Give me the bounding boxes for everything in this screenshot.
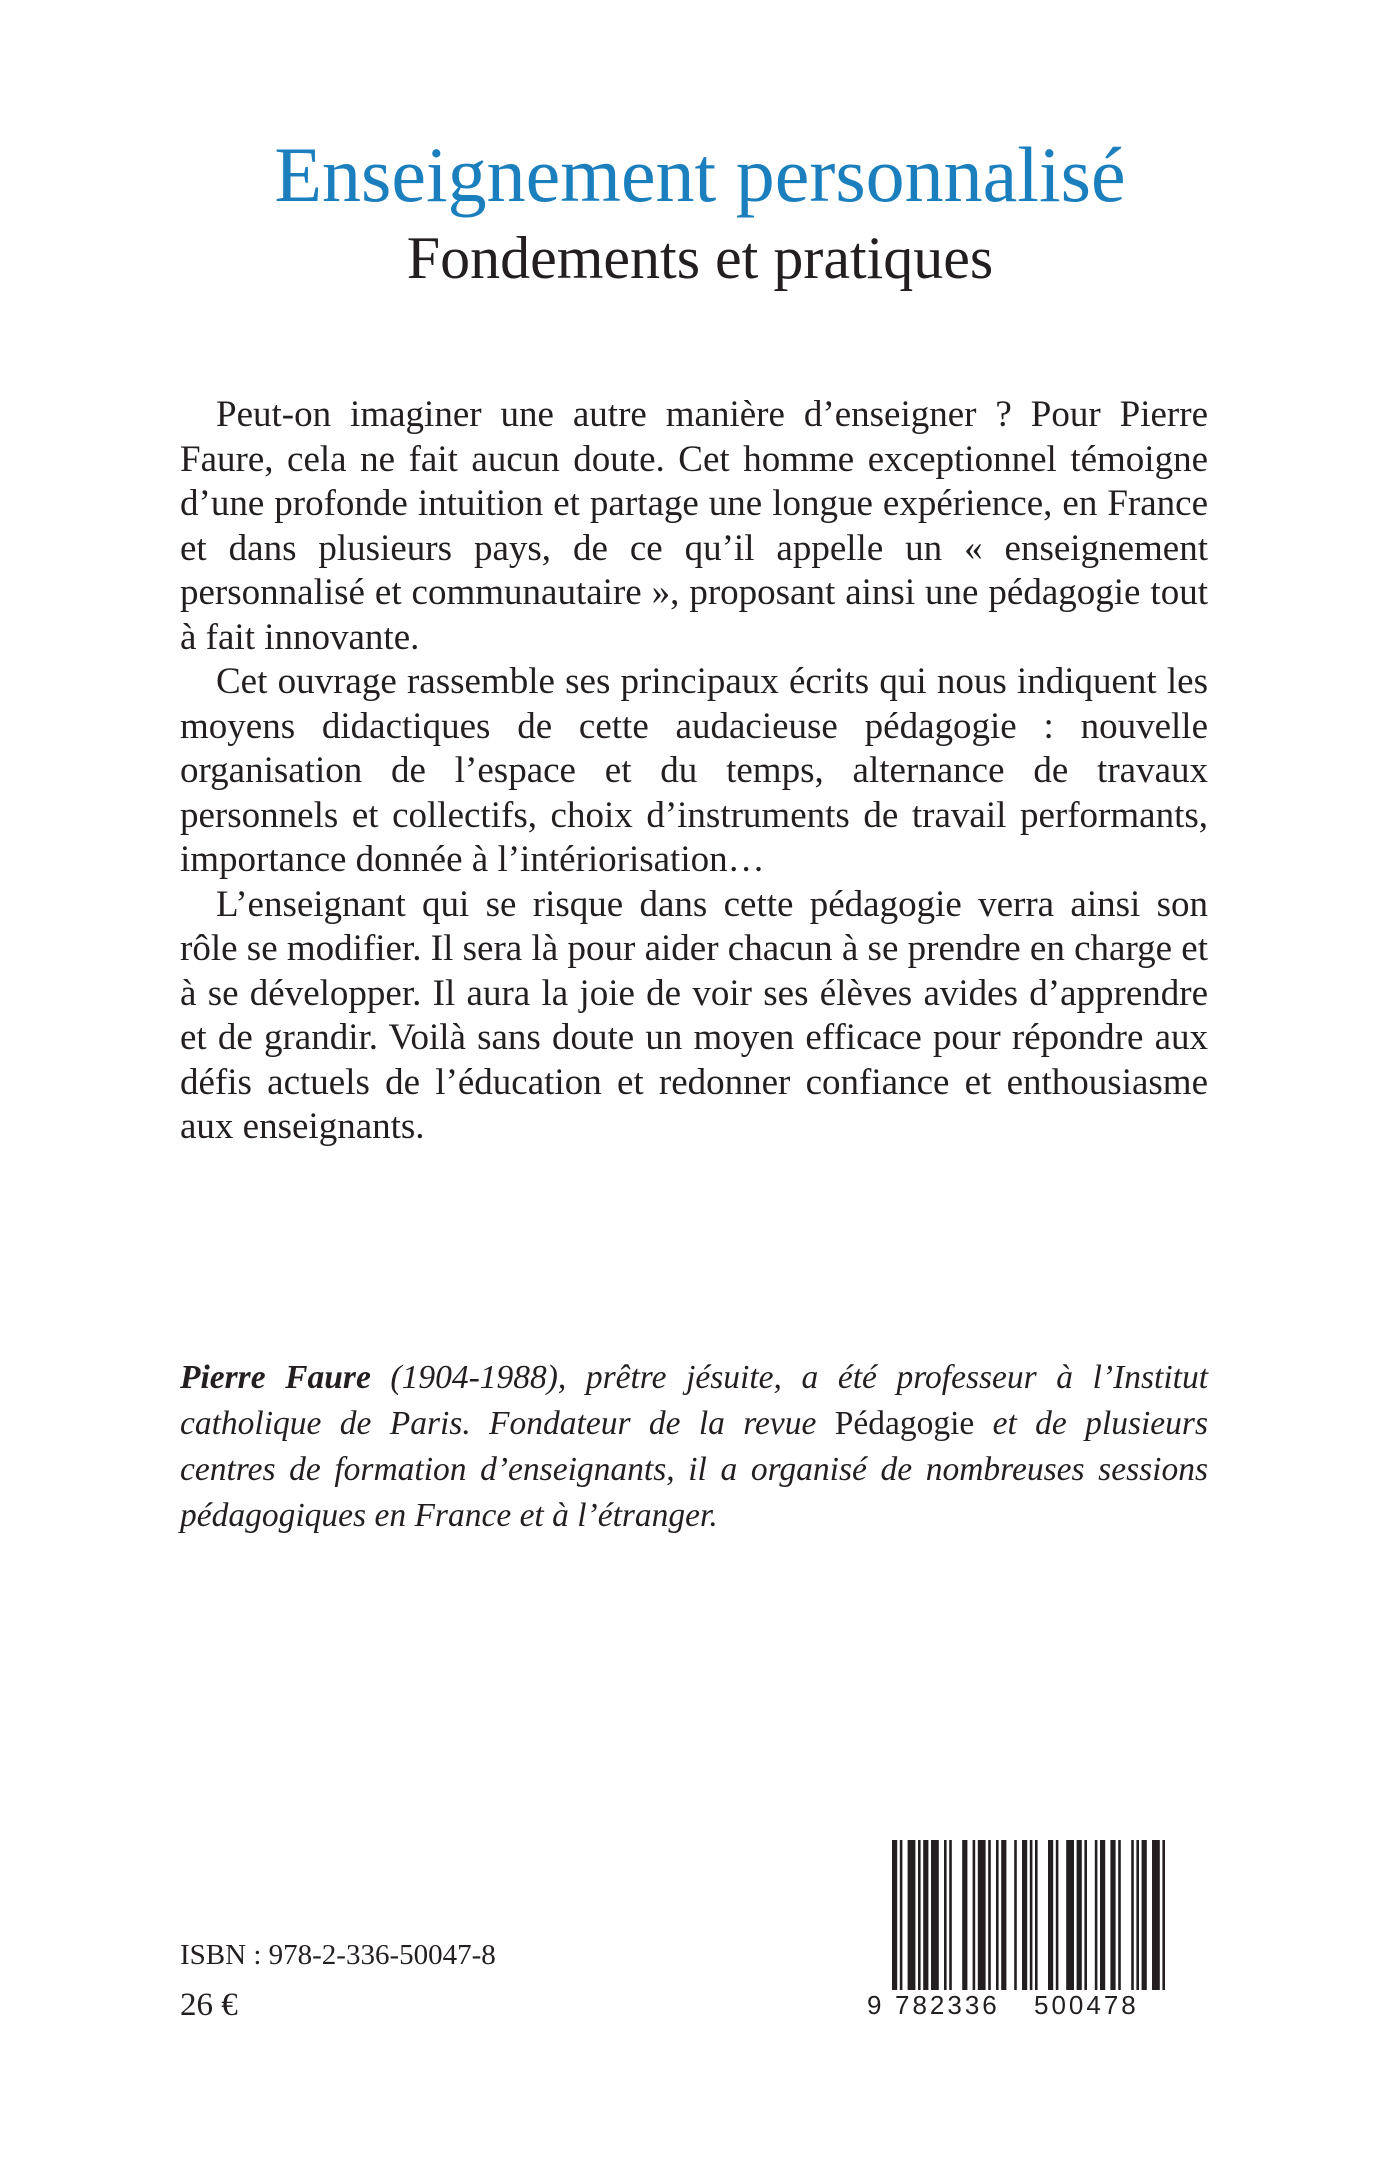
barcode-bar (962, 1840, 967, 2008)
barcode-bar (908, 1840, 916, 2008)
bio-text-1: (1904-1988), prêtre jésuite, a été professeur à l’Institut catholique de Paris. Fondateur de la revue (180, 1359, 1208, 1442)
barcode-bar (1001, 1840, 1006, 2008)
price-label: 26 € (180, 1987, 238, 2023)
bio-text-2: et de plusieurs centres de formation d’enseignants, il a organisé de nombreuses sessions pédagogiques en France et à l’étranger. (180, 1405, 1208, 1534)
barcode-bar (1095, 1840, 1098, 2008)
blurb-paragraph: Peut-on imaginer une autre manière d’enseigner ? Pour Pierre Faure, cela ne fait aucun doute. Cet homme exceptionnel témoigne d’une profonde intuition et partage une longue expérience, en France et dans plusieurs pays, de ce qu’il appelle un « enseignement personnalisé et communautaire », proposant ainsi une pédagogie tout à fait innovante. (180, 394, 1208, 658)
barcode-bar (923, 1840, 928, 2008)
barcode-left-digits: 782336 (895, 1990, 1000, 2020)
barcode-bar (1077, 1840, 1082, 2008)
barcode-bar (1014, 1840, 1017, 2008)
barcode-bar (1131, 1840, 1134, 2008)
barcode-bar (900, 1840, 903, 2008)
barcode-bar (1030, 1840, 1033, 2008)
barcode-bar (1142, 1840, 1147, 2008)
blurb-paragraph: Cet ouvrage rassemble ses principaux écrits qui nous indiquent les moyens didactiques de cette audacieuse pédagogie : nouvelle organisation de l’espace et du temps, alternance de travaux personnels et collectifs, choix d’instruments de travail performants, importance donnée à l’intériorisation… (180, 661, 1208, 880)
barcode-bar (892, 1840, 897, 2008)
back-cover-blurb (180, 393, 1208, 1150)
author-bio (180, 1355, 1208, 1539)
barcode-bar (978, 1840, 986, 2008)
barcode-bar (1152, 1840, 1160, 2008)
blurb-paragraph: L’enseignant qui se risque dans cette pédagogie verra ainsi son rôle se modifier. Il sera là pour aider chacun à se prendre en charge et à se développer. Il aura la joie de voir ses élèves avides d’apprendre et de grandir. Voilà sans doute un moyen efficace pour répondre aux défis actuels de l’éducation et redonner confiance et enthousiasme aux enseignants. (180, 883, 1208, 1147)
barcode-bar (1110, 1840, 1115, 2008)
barcode-right-digits: 500478 (1034, 1990, 1139, 2020)
book-title: Enseignement personnalisé (274, 131, 1126, 218)
barcode-bar (1118, 1840, 1121, 2008)
barcode-bar (1056, 1840, 1059, 2008)
journal-name: Pédagogie (834, 1405, 975, 1442)
barcode-bar (1035, 1840, 1038, 2008)
barcode-bar (949, 1840, 952, 2008)
author-name: Pierre Faure (180, 1359, 371, 1396)
barcode-bar (988, 1840, 991, 2008)
isbn-barcode (864, 1840, 1184, 2020)
book-subtitle: Fondements et pratiques (406, 225, 994, 291)
barcode-bars (892, 1840, 1165, 2008)
barcode-bar (944, 1840, 947, 2008)
barcode-first-digit: 9 (867, 1990, 882, 2020)
barcode-bar (1084, 1840, 1087, 2008)
isbn-label: ISBN : 978-2-336-50047-8 (180, 1939, 496, 1971)
barcode-bar (1066, 1840, 1074, 2008)
barcode-bar (973, 1840, 976, 2008)
barcode-bar (1100, 1840, 1105, 2008)
barcode-bar (918, 1840, 921, 2008)
barcode-bar (1162, 1840, 1165, 2008)
barcode-bar (1022, 1840, 1027, 2008)
barcode-bar (1048, 1840, 1053, 2008)
barcode-bar (996, 1840, 999, 2008)
barcode-bar (1136, 1840, 1139, 2008)
barcode-bar (931, 1840, 939, 2008)
